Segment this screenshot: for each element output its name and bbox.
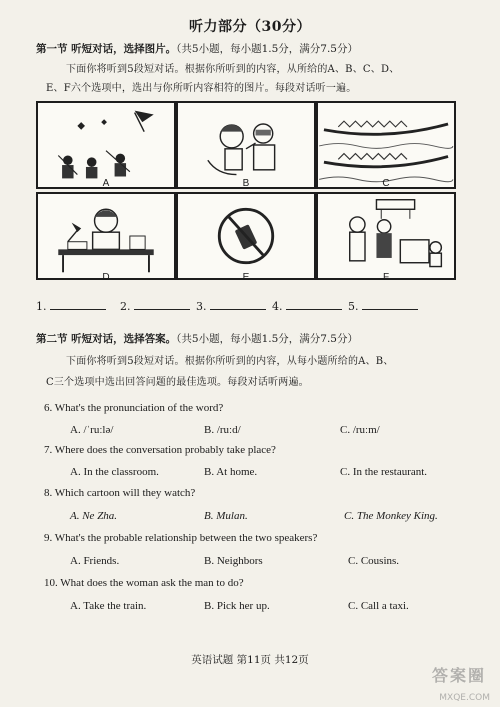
q7-option-b[interactable]: B. At home. bbox=[204, 466, 258, 478]
picture-b bbox=[176, 101, 316, 189]
warriors-flag-icon bbox=[38, 103, 174, 187]
blank-4-number: 4. bbox=[272, 300, 283, 313]
q7-option-a[interactable]: A. In the classroom. bbox=[70, 466, 159, 478]
q10-option-b[interactable]: B. Pick her up. bbox=[204, 600, 270, 612]
picture-d bbox=[36, 192, 176, 280]
section2-instructions-1: 下面你将听到5段短对话。根据你所听到的内容，从每小题所给的A、B、 bbox=[66, 356, 394, 367]
shop-counter-icon bbox=[318, 194, 454, 278]
watermark-bottom: MXQE.COM bbox=[439, 693, 490, 703]
blank-4[interactable] bbox=[272, 299, 342, 313]
question-9: 9. What's the probable relationship between the two speakers? bbox=[44, 532, 318, 544]
question-10: 10. What does the woman ask the man to do? bbox=[44, 577, 244, 589]
section2-heading-text: 第二节 听短对话，选择答案。 bbox=[36, 333, 177, 345]
picture-c-label: C bbox=[382, 178, 390, 189]
blank-1[interactable] bbox=[36, 299, 106, 313]
q8-option-c[interactable]: C. The Monkey King. bbox=[344, 510, 438, 522]
watermark-top: 答案圈 bbox=[431, 666, 486, 685]
picture-d-label: D bbox=[102, 272, 110, 283]
section1-heading bbox=[36, 41, 358, 56]
blank-2[interactable] bbox=[120, 299, 190, 313]
question-8: 8. Which cartoon will they watch? bbox=[44, 487, 196, 499]
blank-2-number: 2. bbox=[120, 300, 131, 313]
q6-option-b[interactable]: B. /ruːd/ bbox=[204, 424, 241, 436]
section1-instructions-2: E、F六个选项中，选出与你所听内容相符的图片。每段对话听一遍。 bbox=[46, 83, 357, 94]
blank-3-number: 3. bbox=[196, 300, 207, 313]
picture-a-label: A bbox=[102, 178, 110, 189]
question-6: 6. What's the pronunciation of the word? bbox=[44, 402, 224, 414]
section2-scoring: （共5小题，每小题1.5分，满分7.5分） bbox=[176, 333, 358, 345]
q6-option-c[interactable]: C. /ruːm/ bbox=[340, 424, 380, 436]
q9-option-a[interactable]: A. Friends. bbox=[70, 555, 120, 567]
q9-option-b[interactable]: B. Neighbors bbox=[204, 555, 263, 567]
section1-instructions-1: 下面你将听到5段短对话。根据你所听到的内容，从所给的A、B、C、D、 bbox=[66, 64, 400, 75]
q8-option-a[interactable]: A. Ne Zha. bbox=[70, 510, 118, 522]
blank-5-number: 5. bbox=[348, 300, 359, 313]
picture-b-label: B bbox=[242, 178, 250, 189]
picture-a bbox=[36, 101, 176, 189]
picture-e-label: E bbox=[242, 272, 250, 283]
q6-option-a[interactable]: A. /ˈruːlə/ bbox=[70, 424, 114, 436]
q10-option-c[interactable]: C. Call a taxi. bbox=[348, 600, 409, 612]
student-desk-icon bbox=[38, 194, 174, 278]
dragon-boat-icon bbox=[318, 103, 454, 187]
picture-e bbox=[176, 192, 316, 280]
section2-instructions-2: C三个选项中选出回答问题的最佳选项。每段对话听两遍。 bbox=[46, 377, 309, 388]
q9-option-c[interactable]: C. Cousins. bbox=[348, 555, 400, 567]
q8-option-b[interactable]: B. Mulan. bbox=[204, 510, 248, 522]
dentist-icon bbox=[178, 103, 314, 187]
watermark-logo bbox=[408, 663, 494, 703]
blank-5[interactable] bbox=[348, 299, 418, 313]
no-phone-sign-icon bbox=[178, 194, 314, 278]
section1-scoring: （共5小题，每小题1.5分，满分7.5分） bbox=[176, 43, 358, 55]
section2-heading bbox=[36, 331, 358, 346]
blank-3[interactable] bbox=[196, 299, 266, 313]
blank-1-number: 1. bbox=[36, 300, 47, 313]
picture-f bbox=[316, 192, 456, 280]
section1-heading-text: 第一节 听短对话，选择图片。 bbox=[36, 43, 177, 55]
page-title: 听力部分（30分） bbox=[189, 19, 311, 35]
q7-option-c[interactable]: C. In the restaurant. bbox=[340, 466, 428, 478]
q10-option-a[interactable]: A. Take the train. bbox=[70, 600, 147, 612]
question-7: 7. Where does the conversation probably take place? bbox=[44, 444, 276, 456]
page-footer: 英语试题 第11页 共12页 bbox=[191, 654, 309, 666]
picture-f-label: F bbox=[382, 272, 390, 283]
picture-c bbox=[316, 101, 456, 189]
